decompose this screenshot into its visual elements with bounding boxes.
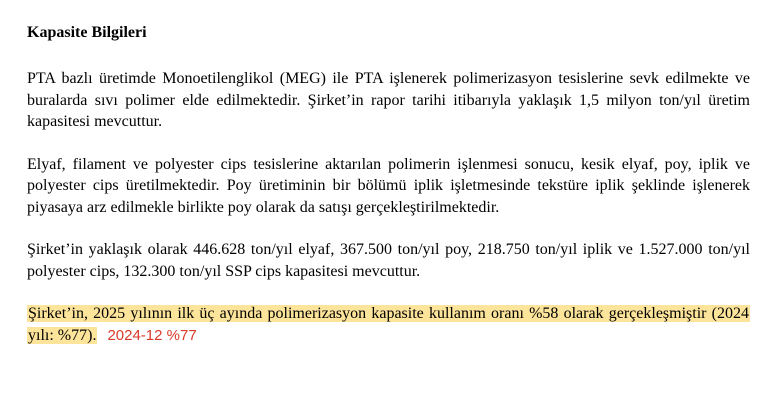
highlighted-text: Şirket’in, 2025 yılının ilk üç ayında polimerizasyon kapasite kullanım oranı %58 olarak gerçekleşmiştir (2024 yılı: %77). xyxy=(28,305,749,344)
paragraph-products: Elyaf, filament ve polyester cips tesislerine aktarılan polimerin işlenmesi sonucu, kesik elyaf, poy, iplik ve polyester cips üretilmektedir. Poy üretiminin bir bölümü iplik işletmesinde tekstüre iplik şeklinde işlenerek piyasaya arz edilmekle birlikte poy olarak da satışı gerçekleştirilmektedir. xyxy=(27,155,750,216)
document-body xyxy=(27,23,750,346)
paragraph-capacity: Şirket’in yaklaşık olarak 446.628 ton/yıl elyaf, 367.500 ton/yıl poy, 218.750 ton/yıl iplik ve 1.527.000 ton/yıl polyester cips, 132.300 ton/yıl SSP cips kapasitesi mevcuttur. xyxy=(27,241,750,280)
annotation-note: 2024-12 %77 xyxy=(107,326,197,344)
section-heading: Kapasite Bilgileri xyxy=(27,24,147,41)
paragraph-utilization xyxy=(27,303,750,346)
paragraph-production: PTA bazlı üretimde Monoetilenglikol (MEG) ile PTA işlenerek polimerizasyon tesislerine sevk edilmekte ve buralarda sıvı polimer elde edilmektedir. Şirket’in rapor tarihi itibarıyla yaklaşık 1,5 milyon ton/yıl üretim kapasitesi mevcuttur. xyxy=(27,70,750,130)
